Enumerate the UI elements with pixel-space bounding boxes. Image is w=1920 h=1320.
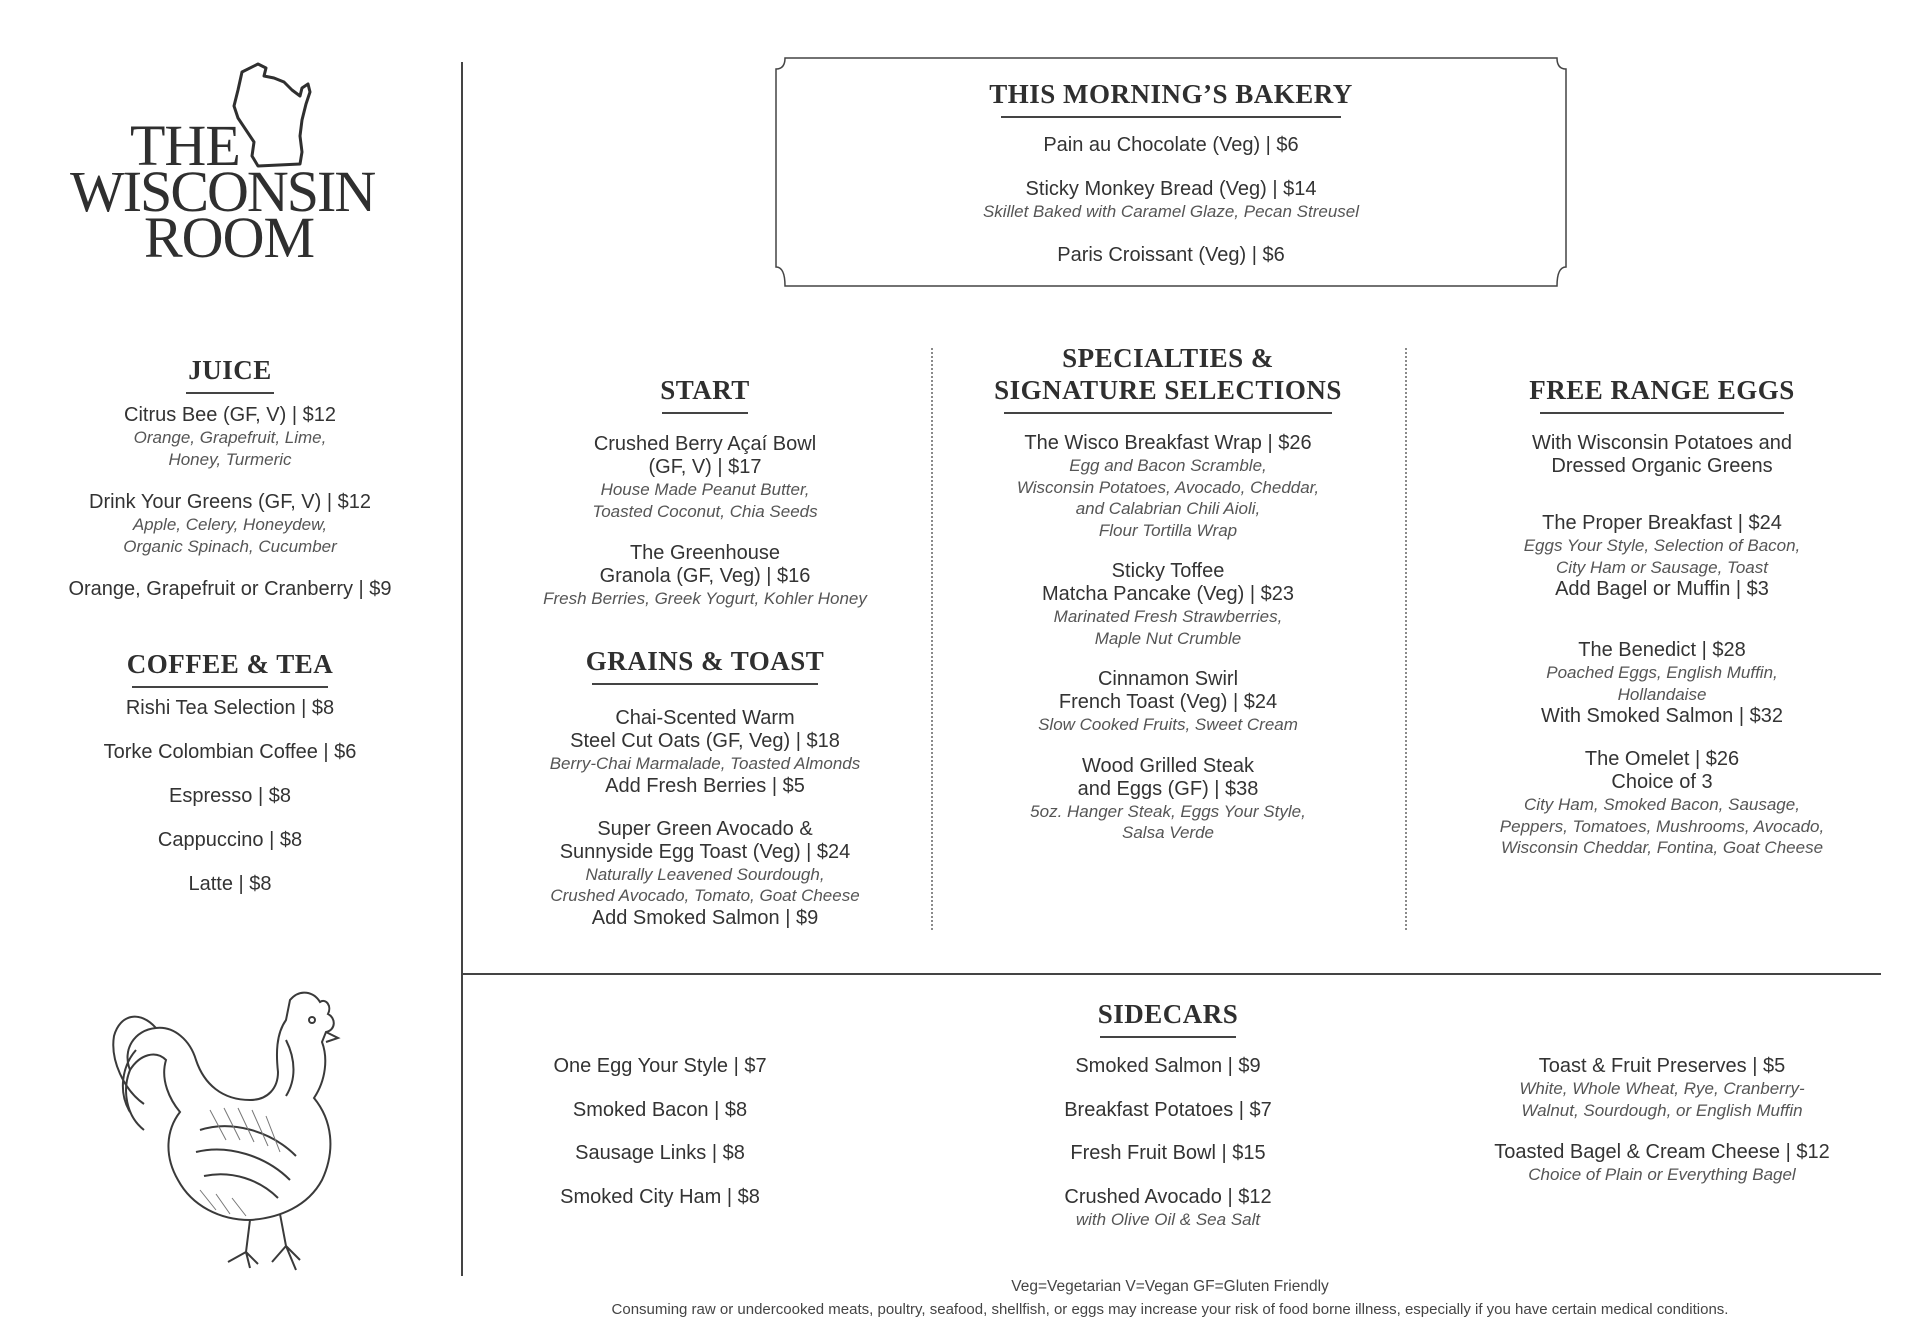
- item-desc: Berry-Chai Marmalade, Toasted Almonds: [549, 754, 861, 773]
- list-item: [968, 432, 1368, 541]
- item-name: The Benedict | $28: [1578, 639, 1746, 661]
- list-item: [1452, 512, 1872, 601]
- list-item: [505, 433, 905, 522]
- column-divider: [1405, 348, 1407, 930]
- sidecars-heading: SIDECARS: [1018, 998, 1318, 1038]
- eggs-heading: FREE RANGE EGGS: [1452, 374, 1872, 414]
- item-desc: Walnut, Sourdough, or English Muffin: [1521, 1100, 1803, 1120]
- item-desc: Toasted Coconut, Chia Seeds: [592, 501, 818, 521]
- list-item: Latte | $8: [188, 873, 272, 895]
- item-name: The Omelet | $26: [1584, 748, 1740, 770]
- item-desc: Marinated Fresh Strawberries,: [1053, 607, 1283, 626]
- list-item: [30, 404, 430, 470]
- list-item: [505, 707, 905, 798]
- wisconsin-outline-icon: [228, 60, 338, 170]
- item-desc: Naturally Leavened Sourdough,: [585, 864, 825, 884]
- item-desc: Honey, Turmeric: [168, 449, 292, 469]
- list-item: [968, 755, 1368, 844]
- item-desc: City Ham, Smoked Bacon, Sausage,: [1524, 795, 1800, 814]
- item-desc: House Made Peanut Butter,: [600, 480, 810, 499]
- sidecars-col-1: [460, 1055, 860, 1209]
- item-name: Toast & Fruit Preserves | $5: [1538, 1055, 1786, 1077]
- item-name: French Toast (Veg) | $24: [1058, 691, 1278, 713]
- item-name: Toasted Bagel & Cream Cheese | $12: [1494, 1141, 1830, 1163]
- item-name: Crushed Berry Açaí Bowl: [593, 433, 817, 455]
- item-name: Choice of 3: [1611, 771, 1713, 793]
- list-item: [1452, 1141, 1872, 1186]
- item-desc: 5oz. Hanger Steak, Eggs Your Style,: [1030, 801, 1306, 821]
- list-item: Smoked Bacon | $8: [572, 1098, 748, 1121]
- item-name: Wood Grilled Steak: [1082, 754, 1254, 777]
- item-name: Cinnamon Swirl: [1097, 668, 1239, 690]
- item-desc: Crushed Avocado, Tomato, Goat Cheese: [550, 886, 860, 905]
- start-heading: START: [555, 374, 855, 414]
- item-name: Sunnyside Egg Toast (Veg) | $24: [559, 840, 851, 863]
- item-desc: Eggs Your Style, Selection of Bacon,: [1523, 536, 1801, 555]
- list-item: Cappuccino | $8: [157, 829, 303, 851]
- list-item: Paris Croissant (Veg) | $6: [1057, 243, 1285, 266]
- diet-legend: Veg=Vegetarian V=Vegan GF=Gluten Friendly: [1011, 1278, 1329, 1295]
- bakery-list: [775, 134, 1567, 267]
- item-name: Granola (GF, Veg) | $16: [599, 565, 811, 587]
- juice-heading: JUICE: [130, 354, 330, 394]
- item-desc: Hollandaise: [1617, 684, 1707, 704]
- item-desc: Wisconsin Cheddar, Fontina, Goat Cheese: [1500, 838, 1824, 857]
- list-item: [30, 578, 430, 601]
- logo-line-1: THE: [130, 113, 240, 178]
- list-item: [968, 560, 1368, 649]
- item-name: and Eggs (GF) | $38: [1077, 777, 1259, 800]
- item-name: The Wisco Breakfast Wrap | $26: [1024, 432, 1312, 454]
- item-desc: Organic Spinach, Cucumber: [123, 536, 337, 556]
- coffee-heading: COFFEE & TEA: [100, 648, 360, 688]
- list-item: Pain au Chocolate (Veg) | $6: [1043, 134, 1299, 156]
- column-divider: [931, 348, 933, 930]
- item-desc: Choice of Plain or Everything Bagel: [1528, 1165, 1796, 1184]
- item-desc: Poached Eggs, English Muffin,: [1546, 663, 1778, 682]
- food-safety-disclaimer: Consuming raw or undercooked meats, poultry, seafood, shellfish, or eggs may increase your risk of food borne illness, especially if you have certain medical conditions.: [611, 1301, 1729, 1318]
- item-name: Drink Your Greens (GF, V) | $12: [89, 491, 371, 513]
- list-item: Sticky Monkey Bread (Veg) | $14: [1025, 178, 1317, 200]
- item-desc: Flour Tortilla Wrap: [1098, 520, 1238, 540]
- sidecars-col-2: [968, 1055, 1368, 1230]
- item-name: Citrus Bee (GF, V) | $12: [124, 404, 336, 426]
- specialties-heading: SPECIALTIES & SIGNATURE SELECTIONS: [968, 342, 1368, 414]
- list-item: [968, 668, 1368, 736]
- item-desc: Peppers, Tomatoes, Mushrooms, Avocado,: [1499, 816, 1825, 836]
- bakery-heading: THIS MORNING’S BAKERY: [775, 78, 1567, 118]
- list-item: [505, 542, 905, 610]
- item-desc: Wisconsin Potatoes, Avocado, Cheddar,: [1016, 477, 1320, 497]
- item-name: (GF, V) | $17: [648, 456, 762, 478]
- grains-list: [505, 707, 905, 930]
- item-desc: Egg and Bacon Scramble,: [1069, 456, 1267, 475]
- item-name: Steel Cut Oats (GF, Veg) | $18: [570, 730, 840, 752]
- specialties-list: [968, 432, 1368, 844]
- item-addon: Add Smoked Salmon | $9: [591, 906, 819, 929]
- item-addon: With Smoked Salmon | $32: [1541, 705, 1783, 727]
- list-item: Espresso | $8: [169, 785, 291, 807]
- item-desc: Orange, Grapefruit, Lime,: [133, 428, 327, 447]
- item-desc: with Olive Oil & Sea Salt: [1075, 1209, 1261, 1229]
- eggs-list: [1452, 432, 1872, 859]
- list-item: Smoked Salmon | $9: [1075, 1055, 1261, 1077]
- sidecars-divider: [461, 973, 1881, 975]
- list-item: Rishi Tea Selection | $8: [125, 697, 335, 719]
- item-name: The Greenhouse: [629, 542, 781, 564]
- item-desc: Apple, Celery, Honeydew,: [132, 515, 328, 534]
- logo-line-2: WISCONSIN: [70, 159, 375, 224]
- item-name: Sticky Toffee: [1111, 560, 1225, 582]
- item-name: Chai-Scented Warm: [615, 707, 795, 729]
- item-desc: and Calabrian Chili Aioli,: [1075, 499, 1261, 518]
- list-item: [505, 818, 905, 930]
- coffee-list: [30, 697, 430, 896]
- eggs-intro: With Wisconsin Potatoes and: [1531, 432, 1793, 454]
- item-name: Super Green Avocado &: [597, 817, 813, 840]
- sidecars-col-3: [1452, 1055, 1872, 1186]
- list-item: Fresh Fruit Bowl | $15: [1070, 1142, 1266, 1164]
- eggs-intro: Dressed Organic Greens: [1551, 455, 1773, 477]
- list-item: [30, 491, 430, 557]
- list-item: [1452, 639, 1872, 728]
- list-item: One Egg Your Style | $7: [553, 1055, 767, 1077]
- grains-heading: GRAINS & TOAST: [555, 645, 855, 685]
- item-desc: Slow Cooked Fruits, Sweet Cream: [1038, 715, 1298, 734]
- list-item: [1452, 1055, 1872, 1121]
- juice-list: [30, 404, 430, 601]
- item-addon: Add Bagel or Muffin | $3: [1555, 578, 1769, 600]
- list-item: Breakfast Potatoes | $7: [1064, 1098, 1272, 1121]
- list-item: [1452, 748, 1872, 859]
- bakery-box: [775, 57, 1567, 288]
- item-desc: Maple Nut Crumble: [1094, 628, 1242, 648]
- start-list: [505, 433, 905, 610]
- logo-line-3: ROOM: [144, 205, 315, 270]
- list-item: Crushed Avocado | $12: [1064, 1185, 1272, 1208]
- list-item: Smoked City Ham | $8: [560, 1185, 760, 1208]
- item-addon: Add Fresh Berries | $5: [605, 774, 805, 797]
- item-desc: Fresh Berries, Greek Yogurt, Kohler Honey: [543, 589, 867, 608]
- list-item: Sausage Links | $8: [575, 1142, 745, 1164]
- rooster-illustration: [100, 980, 360, 1280]
- item-desc: White, Whole Wheat, Rye, Cranberry-: [1519, 1079, 1805, 1098]
- item-desc: Salsa Verde: [1122, 823, 1214, 842]
- item-name: The Proper Breakfast | $24: [1542, 512, 1782, 534]
- item-desc: Skillet Baked with Caramel Glaze, Pecan Streusel: [982, 202, 1360, 221]
- item-desc: City Ham or Sausage, Toast: [1556, 557, 1768, 577]
- item-name: Matcha Pancake (Veg) | $23: [1041, 583, 1294, 605]
- logo: [70, 60, 410, 275]
- item-name: Orange, Grapefruit or Cranberry | $9: [68, 578, 392, 600]
- list-item: Torke Colombian Coffee | $6: [103, 741, 357, 763]
